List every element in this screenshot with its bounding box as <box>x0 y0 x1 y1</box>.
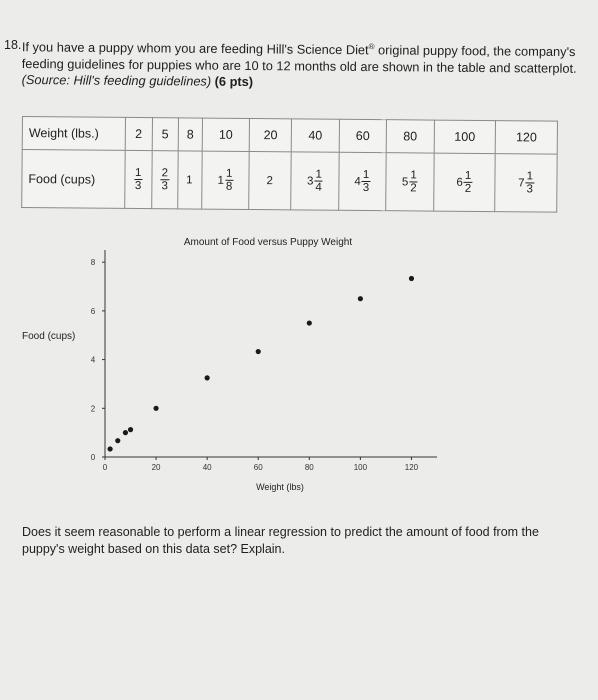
food-row-header: Food (cups) <box>22 150 126 209</box>
question-text-part-a: If you have a puppy whom you are feeding Hill's Science Diet <box>21 39 369 58</box>
points-label: (6 pts) <box>214 73 254 90</box>
food-cell <box>338 152 386 210</box>
fraction-numerator: 1 <box>225 167 233 180</box>
fraction-numerator: 1 <box>410 169 417 182</box>
followup-question: Does it seem reasonable to perform a linear regression to predict the amount of food from the puppy's weight based on this data set? Explain. <box>22 525 539 556</box>
fraction-denominator: 2 <box>464 182 472 195</box>
food-cell <box>249 151 292 209</box>
scatterplot <box>0 225 598 505</box>
food-cell <box>291 152 339 210</box>
weight-cell: 8 <box>178 118 202 151</box>
food-whole: 3 <box>306 174 314 188</box>
weight-cell: 100 <box>434 120 496 154</box>
weight-row-header: Weight (lbs.) <box>22 117 125 151</box>
fraction-numerator: 1 <box>315 168 322 181</box>
data-point <box>205 375 210 380</box>
food-whole: 1 <box>217 174 224 187</box>
data-point <box>123 430 128 435</box>
food-cell <box>495 154 557 213</box>
fraction-numerator: 1 <box>135 166 142 180</box>
x-tick-label: 60 <box>253 463 263 472</box>
weight-cell: 80 <box>386 120 434 153</box>
question-text-part-b: original puppy food, the company's feeding guidelines for puppies who are 10 to 12 months old are shown in the table and scatterplot. <box>21 42 577 76</box>
y-tick-label: 4 <box>90 355 96 365</box>
y-axis-label: Food (cups) <box>22 331 76 342</box>
y-tick-label: 6 <box>90 306 96 316</box>
registered-mark: ® <box>368 42 375 52</box>
food-fraction <box>409 169 418 194</box>
food-cell <box>178 151 202 209</box>
food-whole: 5 <box>401 175 409 188</box>
weight-cell: 40 <box>291 119 339 152</box>
fraction-denominator: 8 <box>225 180 233 193</box>
fraction-numerator: 2 <box>161 167 169 180</box>
food-fraction <box>362 169 371 194</box>
food-fraction <box>134 167 143 192</box>
food-cell <box>201 151 249 209</box>
food-whole: 4 <box>354 175 361 188</box>
fraction-denominator: 3 <box>362 181 370 195</box>
weight-cell: 5 <box>152 118 179 151</box>
weight-row <box>22 117 557 155</box>
fraction-numerator: 1 <box>362 168 370 182</box>
food-fraction <box>314 169 323 194</box>
food-fraction <box>525 170 534 195</box>
x-tick-label: 0 <box>102 463 108 472</box>
feeding-table <box>21 116 558 213</box>
fraction-numerator: 1 <box>526 170 534 183</box>
food-fraction <box>160 167 169 192</box>
data-point <box>358 296 363 301</box>
food-whole: 7 <box>518 176 525 189</box>
fraction-denominator: 3 <box>526 183 533 196</box>
question-text <box>22 36 582 94</box>
data-point <box>409 276 414 281</box>
data-point <box>115 438 120 443</box>
fraction-denominator: 3 <box>134 179 142 193</box>
x-axis-label: Weight (lbs) <box>256 482 304 492</box>
chart-axes <box>91 250 437 472</box>
weight-cell: 2 <box>125 117 152 150</box>
data-point <box>108 446 113 451</box>
food-cell <box>125 150 152 208</box>
x-tick-label: 100 <box>353 463 368 472</box>
food-cell <box>386 153 434 211</box>
weight-cell: 10 <box>202 118 250 151</box>
x-tick-label: 120 <box>404 463 419 472</box>
y-tick-label: 2 <box>90 404 96 414</box>
fraction-denominator: 4 <box>315 181 322 194</box>
food-cell <box>151 151 178 209</box>
data-point <box>128 427 133 432</box>
weight-cell: 20 <box>249 118 291 151</box>
chart-title: Amount of Food versus Puppy Weight <box>183 237 353 248</box>
y-tick-label: 8 <box>90 258 96 268</box>
fraction-denominator: 3 <box>161 180 168 193</box>
data-point <box>256 349 261 354</box>
data-point <box>307 320 312 325</box>
fraction-numerator: 1 <box>464 169 472 182</box>
x-tick-label: 20 <box>151 463 161 472</box>
chart-points <box>108 276 415 452</box>
food-fraction <box>464 170 473 195</box>
food-whole: 1 <box>186 174 193 187</box>
question-number: 18. <box>4 38 22 52</box>
food-cell <box>433 153 495 212</box>
x-tick-label: 80 <box>304 463 314 472</box>
data-point <box>153 406 158 411</box>
y-tick-label: 0 <box>90 453 96 462</box>
fraction-denominator: 2 <box>410 182 417 195</box>
x-tick-label: 40 <box>202 463 212 472</box>
food-row <box>22 150 557 213</box>
weight-cell: 60 <box>339 119 387 152</box>
food-fraction <box>225 168 234 193</box>
source-citation: (Source: Hill's feeding guidelines) <box>21 72 212 89</box>
food-whole: 6 <box>456 176 463 189</box>
food-whole: 2 <box>266 175 273 188</box>
weight-cell: 120 <box>495 121 557 155</box>
